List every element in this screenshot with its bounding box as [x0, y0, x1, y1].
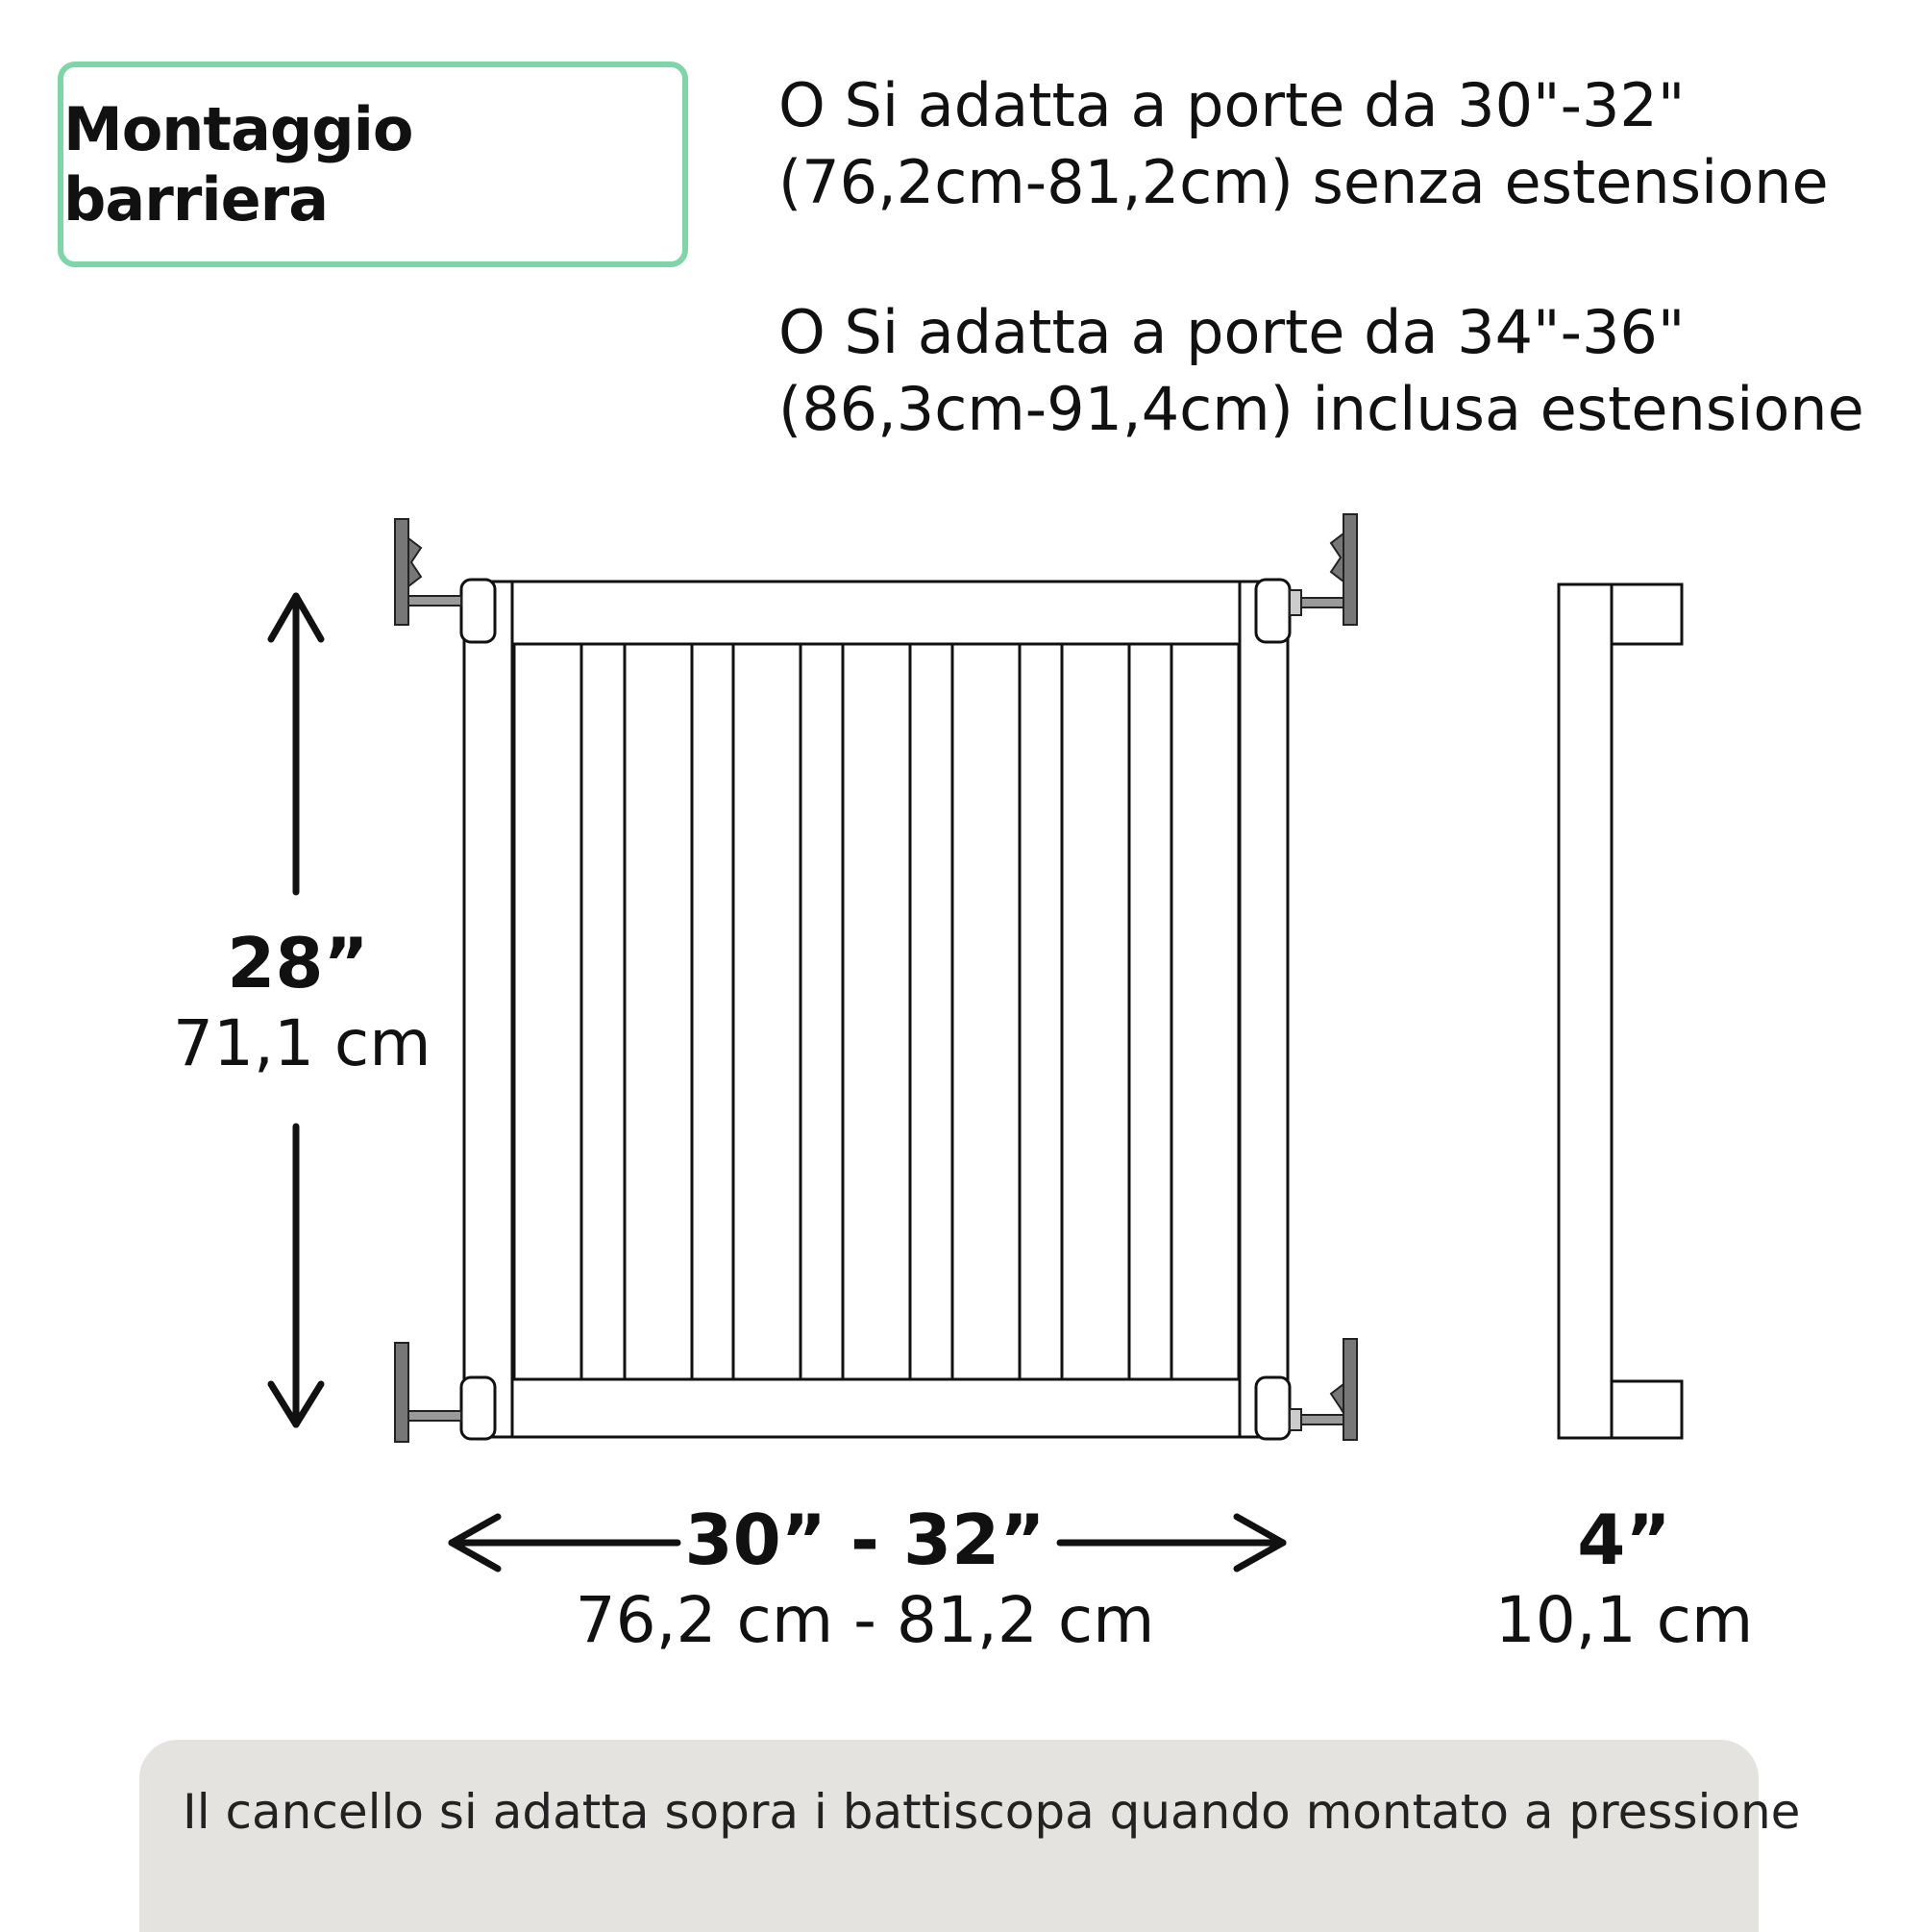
mount-bottom-right — [1290, 1339, 1357, 1440]
side-profile — [1559, 584, 1682, 1438]
mount-top-left — [395, 519, 461, 625]
depth-imperial: 4” — [1577, 1499, 1671, 1580]
gate-bar — [733, 644, 801, 1379]
spec-line: (86,3cm-91,4cm) inclusa estensione — [778, 374, 1864, 444]
gate-bars — [514, 644, 1239, 1379]
note-banner — [139, 1740, 1801, 1932]
top-rail — [512, 582, 1240, 644]
gate-bar — [1062, 644, 1129, 1379]
height-dimension — [173, 923, 431, 1084]
corner-bottom-left — [461, 1377, 495, 1439]
gate-bar — [952, 644, 1020, 1379]
spec-line: O Si adatta a porte da 34"-36" — [778, 297, 1686, 367]
width-imperial: 30” - 32” — [684, 1499, 1046, 1580]
bottom-rail — [512, 1379, 1240, 1437]
height-imperial: 28” — [227, 923, 369, 1003]
height-metric: 71,1 cm — [173, 1006, 431, 1080]
note-text: Il cancello si adatta sopra i battiscopa quando montato a pressione — [183, 1784, 1801, 1840]
gate-bar — [514, 644, 581, 1379]
depth-dimension — [1480, 1499, 1768, 1661]
corner-top-right — [1256, 580, 1290, 642]
spec-line: O Si adatta a porte da 30"-32" — [778, 70, 1686, 140]
corner-bottom-right — [1256, 1377, 1290, 1439]
depth-metric: 10,1 cm — [1494, 1583, 1754, 1657]
page-title: Montaggio barriera — [63, 94, 413, 235]
corner-top-left — [461, 580, 495, 642]
spec-line: (76,2cm-81,2cm) senza estensione — [778, 147, 1829, 217]
gate-bar — [843, 644, 910, 1379]
gate-frame — [464, 582, 1288, 1437]
mount-bottom-left — [395, 1343, 461, 1442]
mount-top-right — [1290, 514, 1357, 625]
gate-bar — [1171, 644, 1239, 1379]
width-metric: 76,2 cm - 81,2 cm — [575, 1583, 1155, 1657]
width-dimension — [557, 1499, 1172, 1661]
gate-bar — [625, 644, 692, 1379]
